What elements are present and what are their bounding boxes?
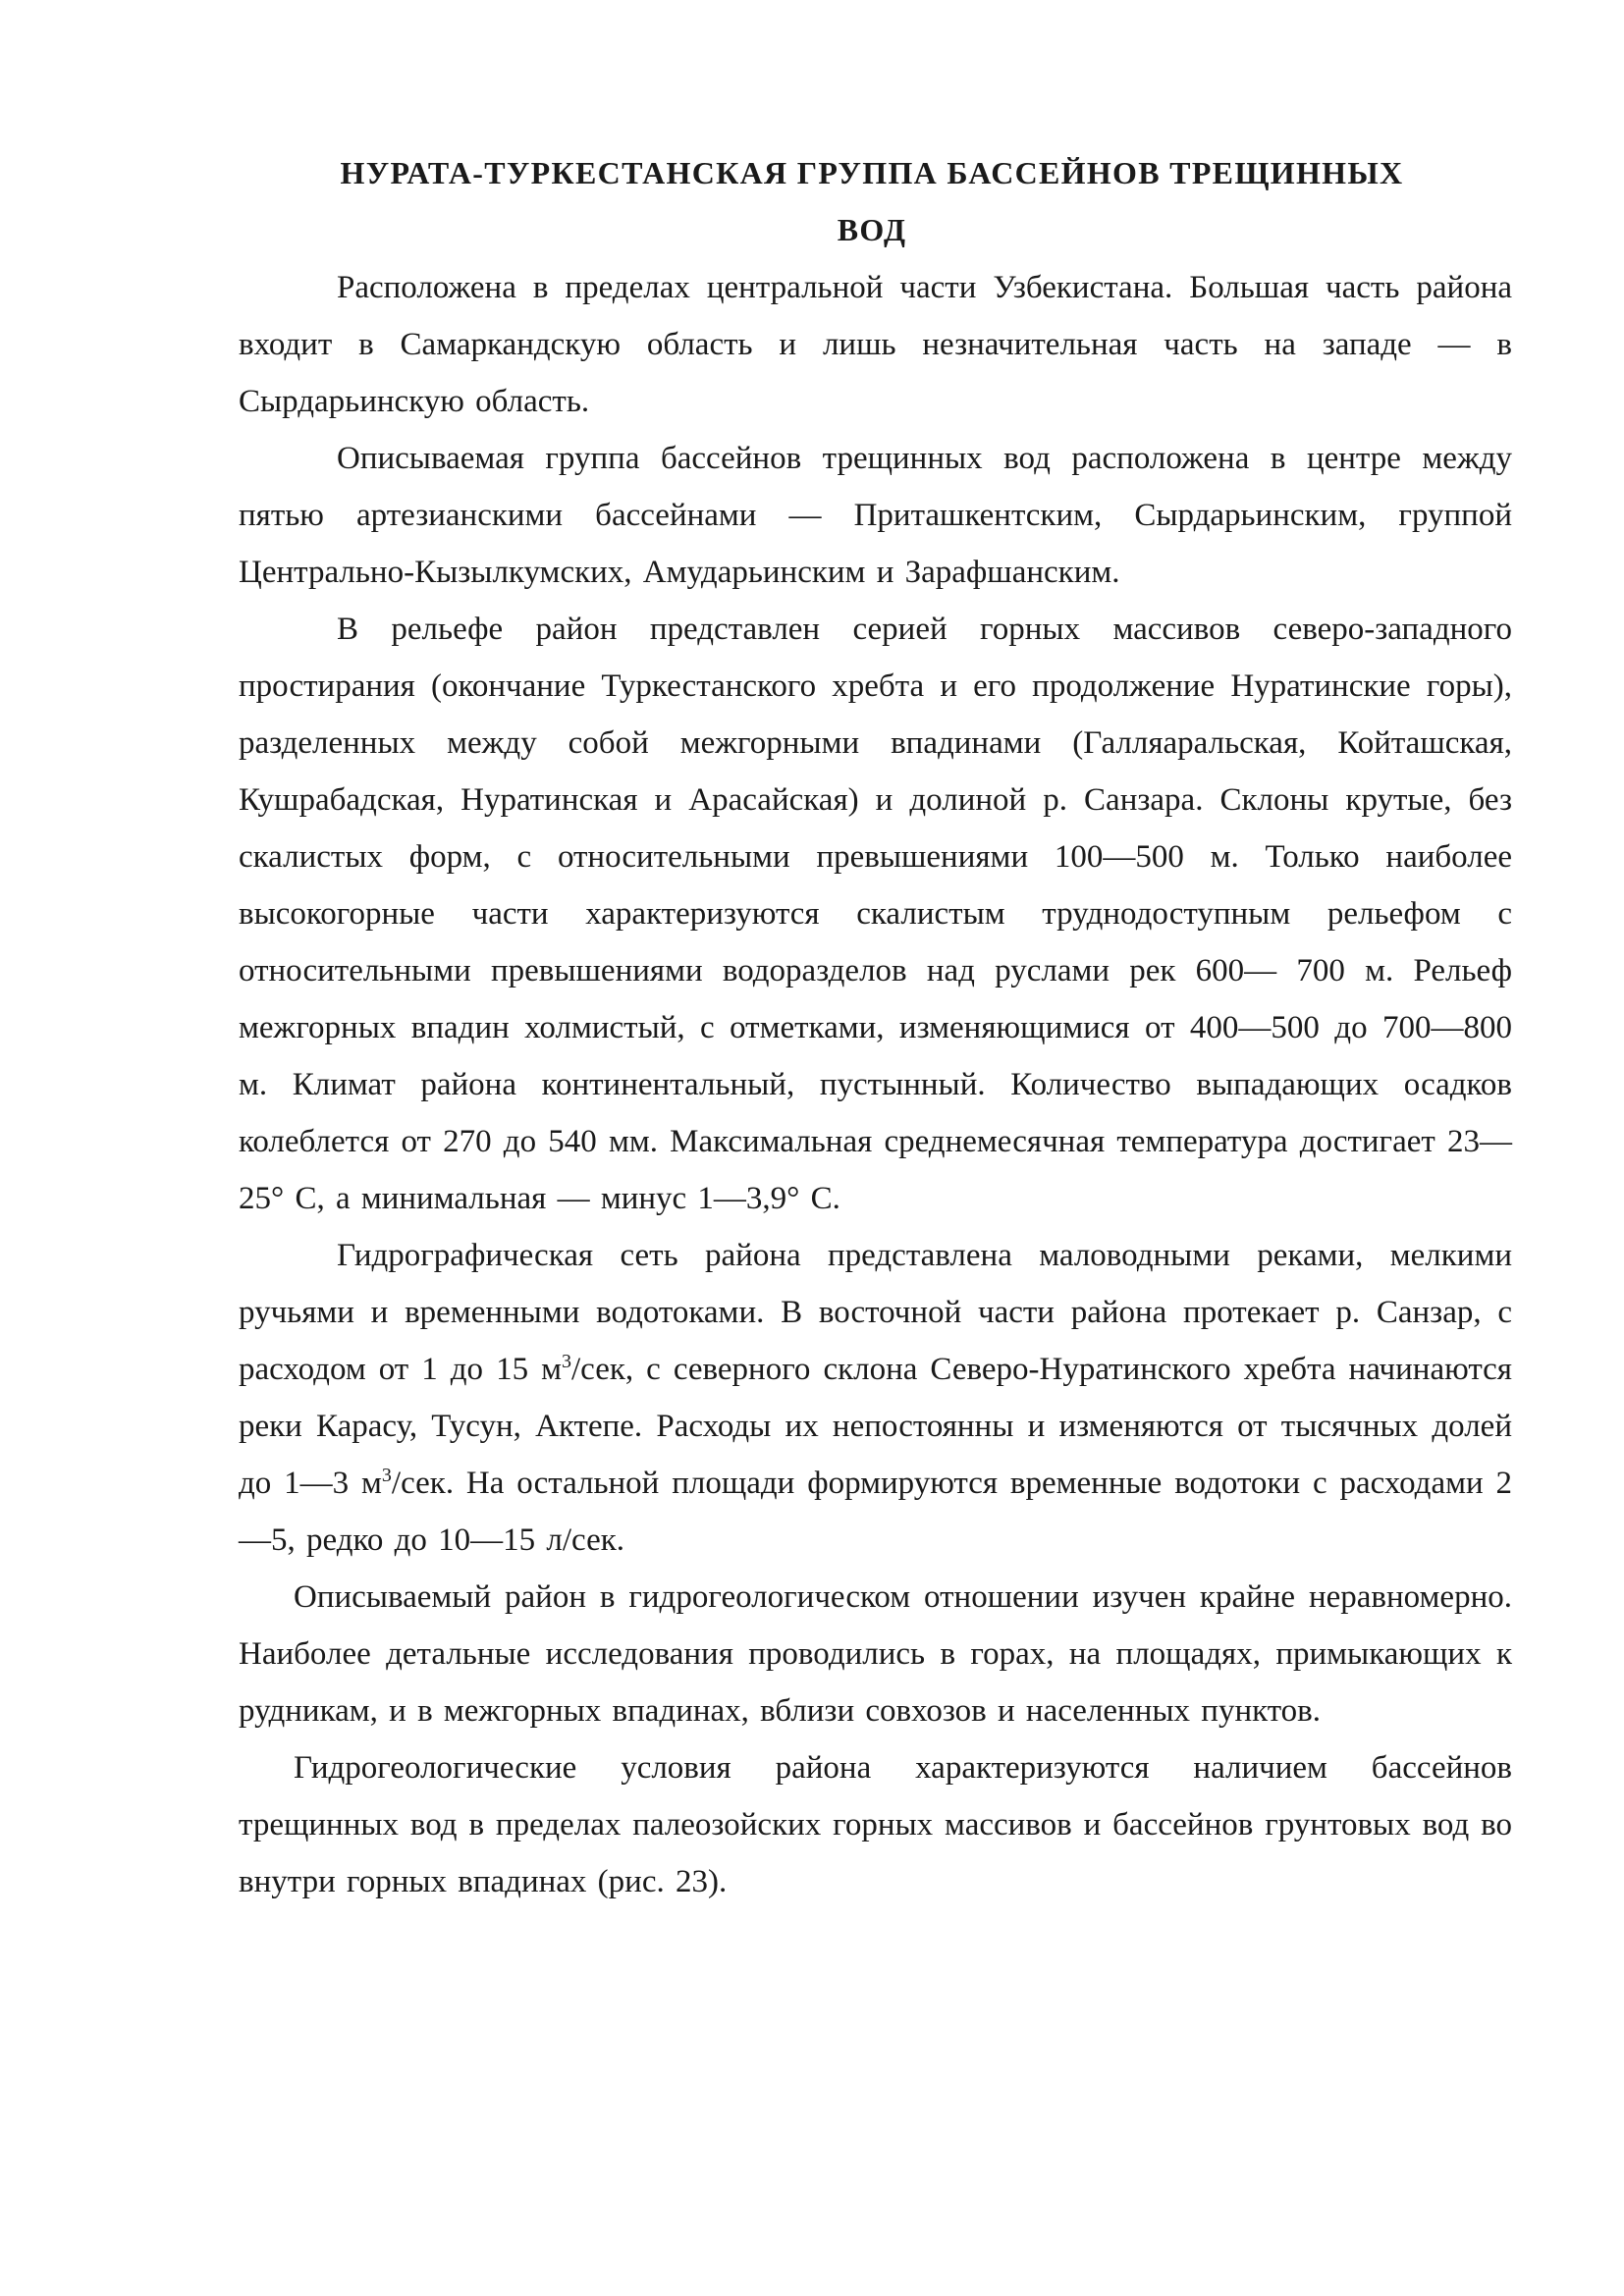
paragraph-2: Описываемая группа бассейнов трещинных вод расположена в центре между пятью артезианскими бассейнами — Приташкентским, Сырдарьинским, группой Центрально-Кызылкумских, Амударьинским и Зарафшанским.	[239, 441, 1512, 590]
paragraph-3: В рельефе район представлен серией горных массивов северо-западного простирания (окончание Туркестанского хребта и его продолжение Нуратинские горы), разделенных между собой межгорными впадинами (Галляаральская, Койташская, Кушрабадская, Нуратинская и Арасайская) и долиной р. Санзара. Склоны крутые, без скалистых форм, с относительными превышениями 100—500 м. Только наиболее высокогорные части характеризуются скалистым труднодоступным рельефом с относительными превышениями водоразделов над руслами рек 600— 700 м. Рельеф межгорных впадин холмистый, с отметками, изменяющимися от 400—500 до 700—800 м. Климат района континентальный, пустынный. Количество выпадающих осадков колеблется от 270 до 540 мм. Максимальная среднемесячная температура достигает 23— 25° С, а минимальная — минус 1—3,9° С.	[239, 612, 1512, 1216]
document-title	[239, 144, 1505, 258]
title-line-1: НУРАТА-ТУРКЕСТАНСКАЯ ГРУППА БАССЕЙНОВ ТРЕЩИННЫХ	[340, 155, 1404, 190]
paragraph-4: Гидрографическая сеть района представлена маловодными реками, мелкими ручьями и временными водотоками. В восточной части района протекает р. Санзар, с расходом от 1 до 15 $м^3$/сек, с северного склона Северо-Нуратинского хребта начинаются реки Карасу, Тусун, Актепе. Расходы их непостоянны и изменяются от тысячных долей до 1—3 $м^3$/сек. На остальной площади формируются временные водотоки с расходами 2—5, редко до 10—15 л/сек.	[239, 1238, 1512, 1558]
document-body	[239, 259, 1512, 1910]
title-line-2: ВОД	[837, 212, 907, 247]
paragraph-6: Гидрогеологические условия района характеризуются наличием бассейнов трещинных вод в пределах палеозойских горных массивов и бассейнов грунтовых вод во внутри горных впадинах (рис. 23).	[239, 1750, 1512, 1899]
paragraph-1: Расположена в пределах центральной части Узбекистана. Большая часть района входит в Самаркандскую область и лишь незначительная часть на западе — в Сырдарьинскую область.	[239, 270, 1512, 419]
paragraph-5: Описываемый район в гидрогеологическом отношении изучен крайне неравномерно. Наиболее детальные исследования проводились в горах, на площадях, примыкающих к рудникам, и в межгорных впадинах, вблизи совхозов и населенных пунктов.	[239, 1579, 1512, 1729]
